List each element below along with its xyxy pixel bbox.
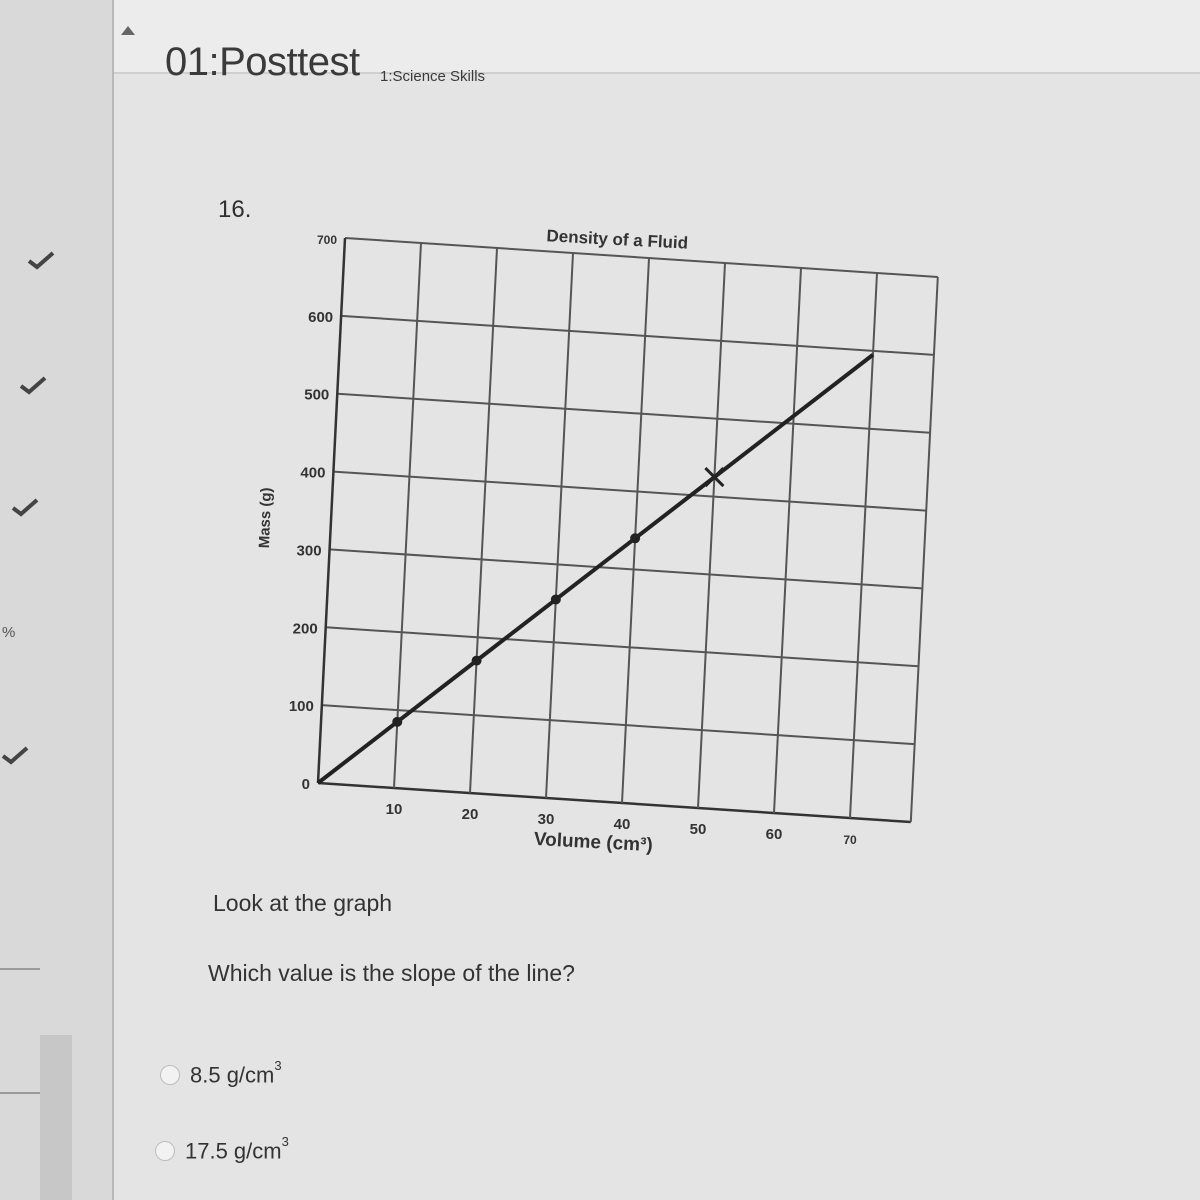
gridline-vertical: [911, 277, 938, 822]
data-point: [392, 717, 402, 727]
y-tick-label: 100: [288, 698, 314, 716]
chart-title: Density of a Fluid: [546, 226, 689, 253]
choice-label: 17.5 g/cm: [185, 1138, 282, 1164]
question-text: Which value is the slope of the line?: [208, 960, 575, 986]
question-prompt: Look at the graph: [213, 890, 393, 916]
data-point: [472, 656, 482, 666]
page-title: 01:Posttest: [165, 40, 360, 84]
y-tick-label: 500: [304, 386, 330, 404]
gridline-horizontal: [333, 472, 926, 511]
choice-superscript: 3: [274, 1058, 282, 1073]
choice-superscript: 3: [281, 1134, 289, 1149]
answer-choice-2[interactable]: [155, 1134, 289, 1164]
gridline-vertical: [774, 268, 801, 813]
x-tick-label: 10: [385, 801, 403, 818]
chart-series: [318, 355, 873, 783]
choice-label: 8.5 g/cm: [190, 1062, 275, 1088]
chart-grid: [318, 238, 938, 822]
radio-button[interactable]: [155, 1141, 175, 1161]
gridline-horizontal: [337, 394, 930, 433]
gridline-horizontal: [330, 549, 923, 588]
x-axis-label: Volume (cm³): [533, 828, 654, 857]
y-tick-label: 400: [300, 464, 326, 482]
gridline-horizontal: [341, 316, 934, 355]
data-point: [630, 533, 640, 543]
y-tick-label: 600: [308, 308, 334, 326]
y-tick-label: 0: [301, 776, 310, 793]
gridline-vertical: [546, 253, 573, 798]
x-tick-label: 50: [689, 821, 707, 838]
page-subtitle: 1:Science Skills: [380, 68, 486, 85]
gridline-vertical: [698, 263, 725, 808]
question-number: 16.: [218, 196, 252, 223]
y-tick-label: 200: [292, 620, 318, 638]
x-tick-label: 20: [461, 806, 479, 823]
y-tick-label: 300: [296, 542, 322, 560]
progress-percent-text: %: [2, 624, 16, 641]
x-tick-label: 30: [537, 811, 555, 828]
answer-choice-1[interactable]: [160, 1058, 282, 1088]
data-point: [551, 594, 561, 604]
series-line: [318, 355, 873, 783]
gridline-horizontal: [326, 627, 919, 666]
y-tick-label: 700: [316, 233, 337, 247]
x-tick-label: 60: [765, 826, 783, 843]
x-tick-label: 70: [843, 833, 857, 847]
gridline-vertical: [470, 248, 497, 793]
x-tick-label: 40: [613, 816, 631, 833]
y-axis-label: Mass (g): [255, 487, 276, 549]
radio-button[interactable]: [160, 1065, 180, 1085]
